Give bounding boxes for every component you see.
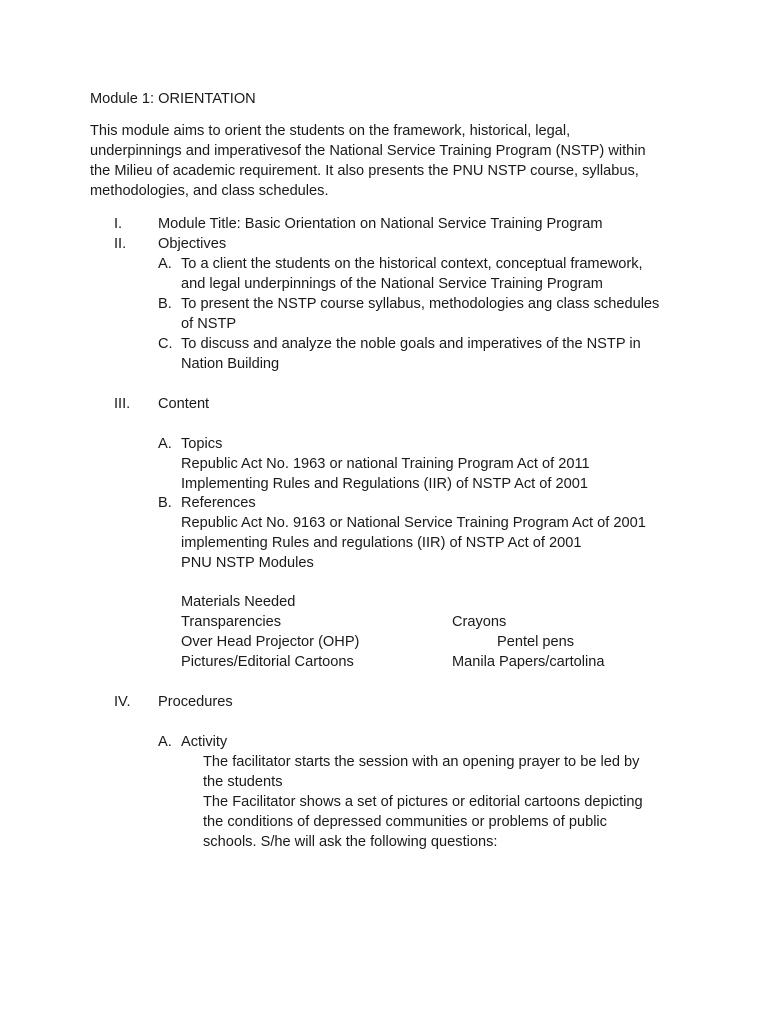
material-item: Crayons: [452, 614, 507, 630]
intro-line: methodologies, and class schedules.: [90, 183, 329, 199]
material-item: Manila Papers/cartolina: [452, 654, 605, 670]
objective-line: To discuss and analyze the noble goals and imperatives of the NSTP in: [181, 336, 641, 352]
section-numeral: III.: [114, 396, 131, 412]
activity-line: schools. S/he will ask the following questions:: [203, 834, 498, 850]
activity-line: the students: [203, 774, 283, 790]
subsection-title: Topics: [181, 436, 223, 452]
intro-line: underpinnings and imperativesof the National Service Training Program (NSTP) within: [90, 143, 646, 159]
objective-line: of NSTP: [181, 316, 237, 332]
section-numeral: I.: [114, 216, 123, 232]
topic-line: Implementing Rules and Regulations (IIR) of NSTP Act of 2001: [181, 476, 588, 492]
section-numeral: IV.: [114, 694, 131, 710]
reference-line: implementing Rules and regulations (IIR) of NSTP Act of 2001: [181, 535, 582, 551]
subsection-title: References: [181, 495, 256, 511]
section-title: Objectives: [158, 236, 227, 252]
activity-line: The facilitator starts the session with an opening prayer to be led by: [203, 754, 640, 770]
objective-line: To present the NSTP course syllabus, methodologies ang class schedules: [181, 296, 660, 312]
list-letter: A.: [158, 436, 172, 452]
material-item: Pictures/Editorial Cartoons: [181, 654, 354, 670]
list-letter: A.: [158, 256, 172, 272]
materials-title: Materials Needed: [181, 594, 296, 610]
list-letter: A.: [158, 734, 172, 750]
objective-line: and legal underpinnings of the National Service Training Program: [181, 276, 603, 292]
material-item: Pentel pens: [497, 634, 575, 650]
activity-line: the conditions of depressed communities or problems of public: [203, 814, 607, 830]
activity-line: The Facilitator shows a set of pictures or editorial cartoons depicting: [203, 794, 643, 810]
section-title: Procedures: [158, 694, 233, 710]
subsection-title: Activity: [181, 734, 228, 750]
section-title: Content: [158, 396, 210, 412]
objective-line: Nation Building: [181, 356, 280, 372]
material-item: Transparencies: [181, 614, 282, 630]
module-heading: Module 1: ORIENTATION: [90, 91, 256, 107]
module-title: Module Title: Basic Orientation on National Service Training Program: [158, 216, 603, 232]
list-letter: B.: [158, 495, 172, 511]
list-letter: C.: [158, 336, 173, 352]
section-numeral: II.: [114, 236, 127, 252]
reference-line: Republic Act No. 9163 or National Service Training Program Act of 2001: [181, 515, 646, 531]
topic-line: Republic Act No. 1963 or national Training Program Act of 2011: [181, 456, 590, 472]
material-item: Over Head Projector (OHP): [181, 634, 360, 650]
intro-line: the Milieu of academic requirement. It also presents the PNU NSTP course, syllabus,: [90, 163, 639, 179]
reference-line: PNU NSTP Modules: [181, 555, 314, 571]
objective-line: To a client the students on the historical context, conceptual framework,: [181, 256, 643, 272]
intro-line: This module aims to orient the students on the framework, historical, legal,: [90, 123, 571, 139]
list-letter: B.: [158, 296, 172, 312]
